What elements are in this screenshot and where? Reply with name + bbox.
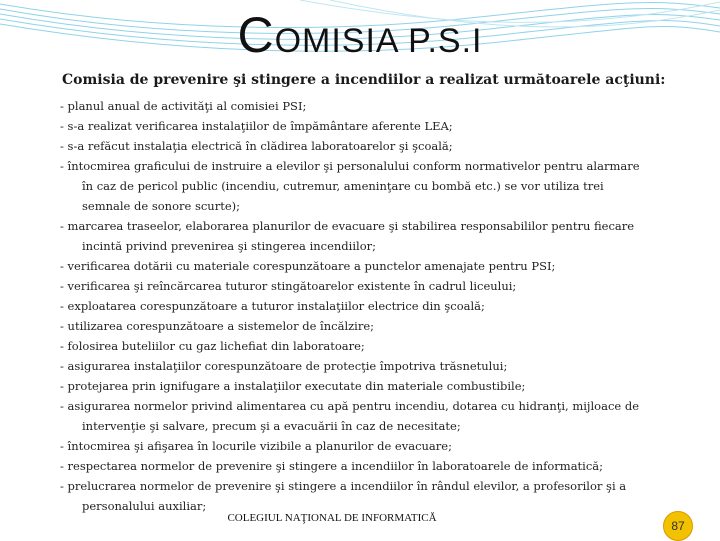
footer-institution: COLEGIUL NAŢIONAL DE INFORMATICĂ — [227, 512, 437, 524]
list-item: - prelucrarea normelor de prevenire şi stingere a incendiilor în rândul elevilor, a profesorilor şi a personalului auxiliar; — [60, 479, 627, 513]
list-item: - asigurarea normelor privind alimentarea cu apă pentru incendiu, dotarea cu hidranţi, mijloace de intervenţie şi salvare, precum şi a evacuării în caz de necesitate; — [60, 399, 640, 433]
list-item: - verificarea şi reîncărcarea tuturor stingătoarelor existente în cadrul liceului; — [60, 279, 517, 293]
list-item: - folosirea buteliilor cu gaz lichefiat din laboratoare; — [60, 339, 365, 353]
action-list — [60, 96, 640, 516]
list-item: - exploatarea corespunzătoare a tuturor instalaţiilor electrice din şcoală; — [60, 299, 485, 313]
section-heading: Comisia de prevenire şi stingere a incendiilor a realizat următoarele acţiuni: — [62, 72, 666, 88]
list-item: - asigurarea instalaţiilor corespunzătoare de protecţie împotriva trăsnetului; — [60, 359, 508, 373]
list-item: - utilizarea corespunzătoare a sistemelor de încălzire; — [60, 319, 375, 333]
slide-title — [0, 6, 720, 64]
list-item: - respectarea normelor de prevenire şi stingere a incendiilor în laboratoarele de informatică; — [60, 459, 604, 473]
list-item: - întocmirea şi afişarea în locurile vizibile a planurilor de evacuare; — [60, 439, 452, 453]
list-item: - verificarea dotării cu materiale corespunzătoare a punctelor amenajate pentru PSI; — [60, 259, 556, 273]
page-number-badge: 87 — [663, 511, 693, 541]
list-item: - s-a realizat verificarea instalaţiilor de împământare aferente LEA; — [60, 119, 453, 133]
slide-title-rest: OMISIA P.S.I — [274, 22, 483, 60]
list-item: - marcarea traseelor, elaborarea planurilor de evacuare şi stabilirea responsabililor pentru fiecare incintă privind prevenirea şi stingerea incendiilor; — [60, 219, 635, 253]
list-item: - s-a refăcut instalaţia electrică în clădirea laboratoarelor şi şcoală; — [60, 139, 453, 153]
list-item: - întocmirea graficului de instruire a elevilor şi personalului conform normativelor pentru alarmare în caz de pericol public (incendiu, cutremur, ameninţare cu bombă etc.) se vor utiliza trei semnale de sonore scurte); — [60, 159, 640, 213]
list-item: - protejarea prin ignifugare a instalaţiilor executate din materiale combustibile; — [60, 379, 526, 393]
slide-title-initial: C — [237, 7, 275, 63]
list-item: - planul anual de activităţi al comisiei PSI; — [60, 99, 307, 113]
